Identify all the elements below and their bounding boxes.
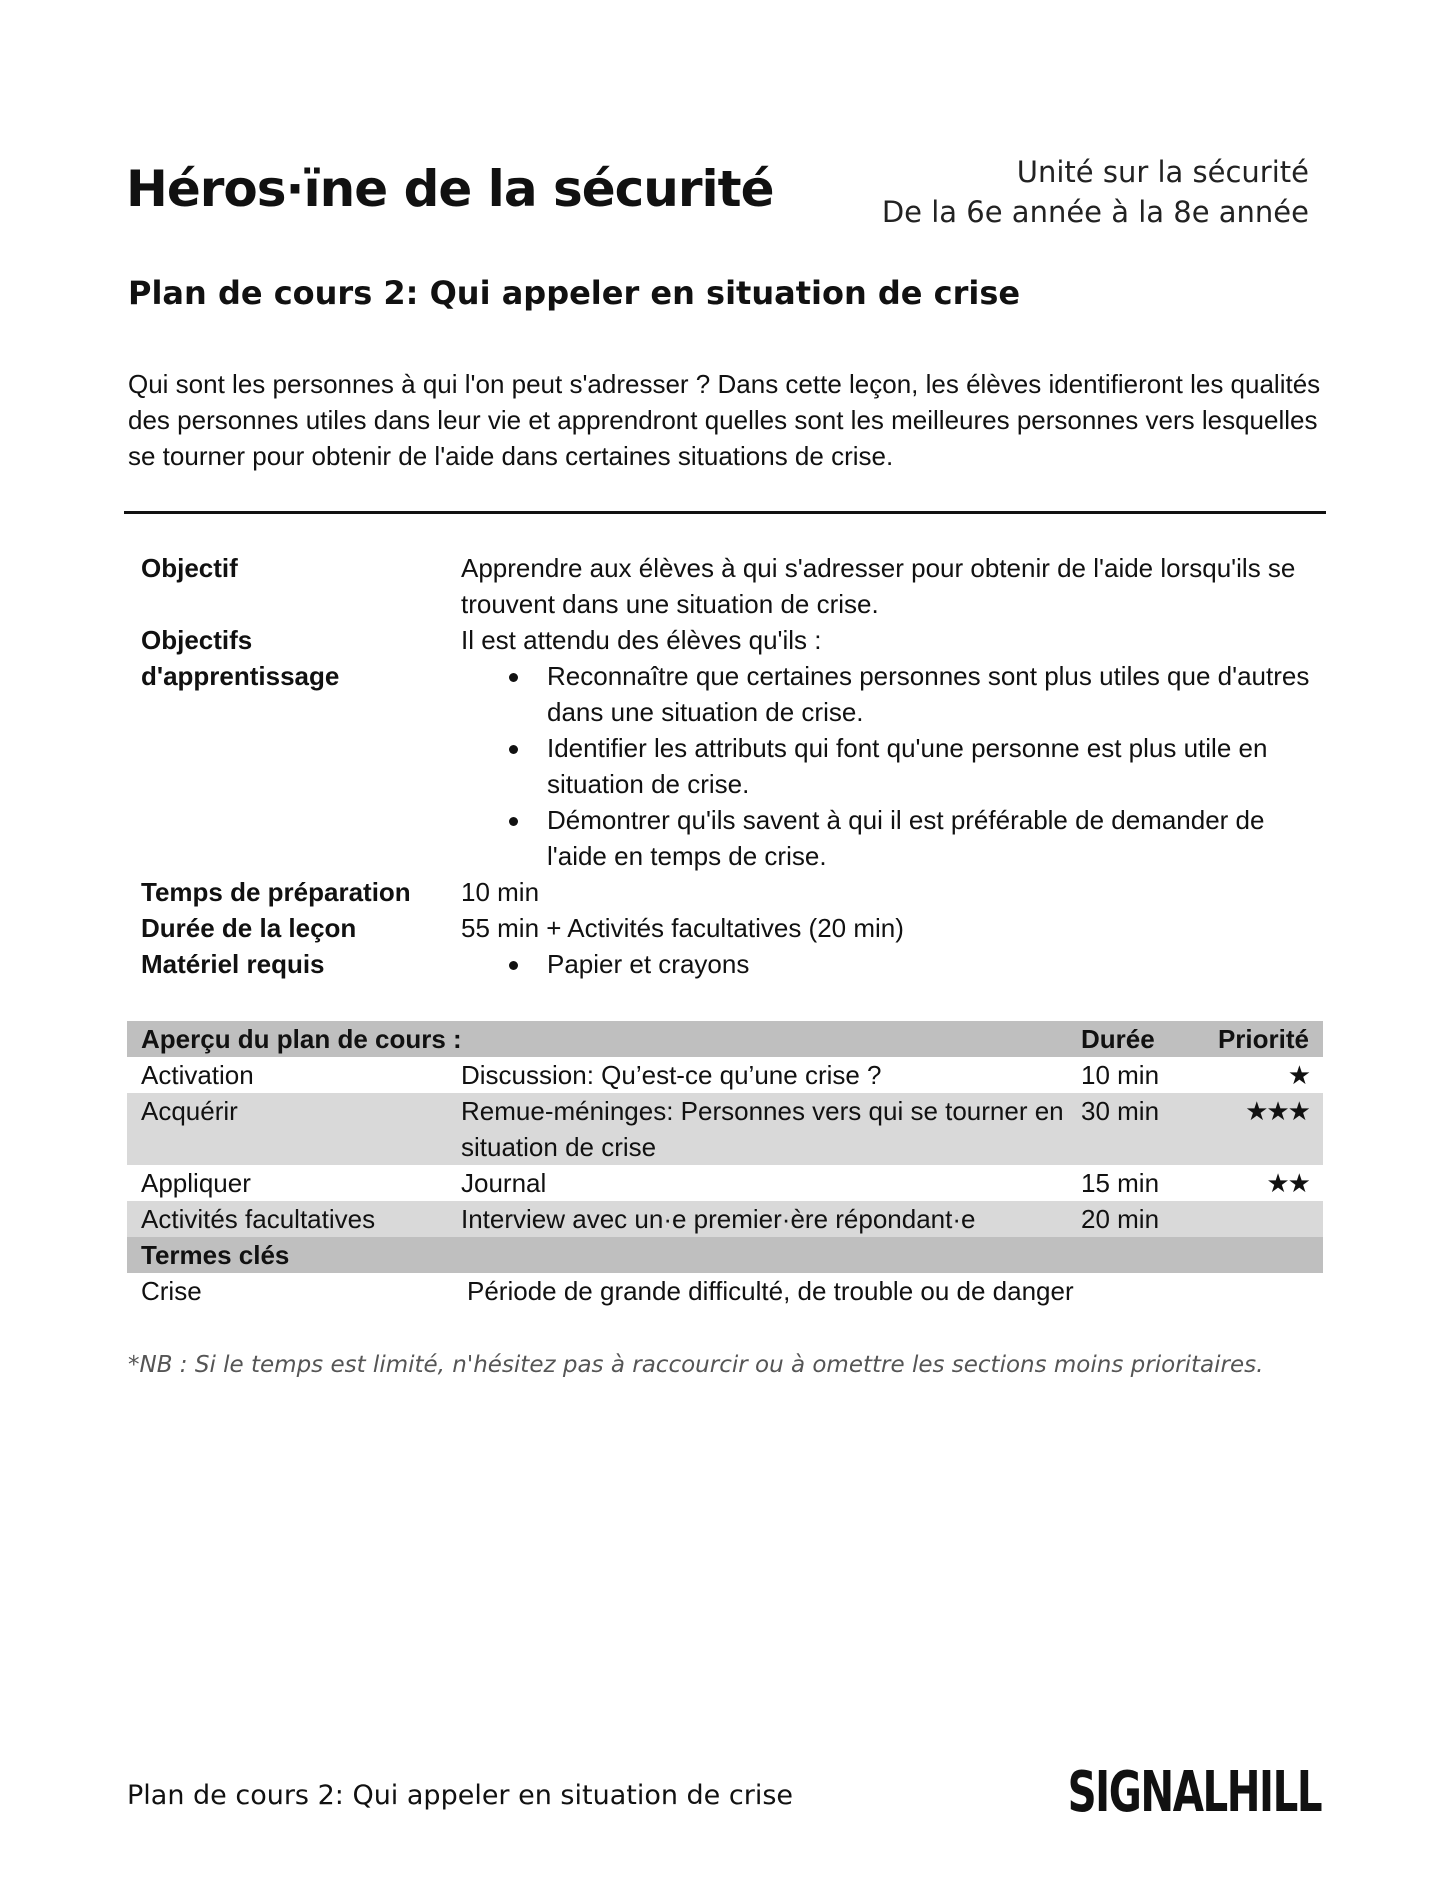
key-terms-label: Termes clés (141, 1240, 290, 1270)
table-row (127, 1273, 1323, 1309)
objective-value: Apprendre aux élèves à qui s'adresser pour obtenir de l'aide lorsqu'ils se trouvent dans une situation de crise. (461, 553, 1296, 619)
time-note: *NB : Si le temps est limité, n'hésitez pas à raccourcir ou à omettre les sections moins prioritaires. (128, 1352, 1264, 1378)
key-terms-header-row (127, 1237, 1323, 1273)
learning-label-line2: d'apprentissage (141, 661, 340, 691)
prep-time-label: Temps de préparation (141, 877, 411, 907)
footer-lesson-title: Plan de cours 2: Qui appeler en situation de crise (127, 1780, 793, 1811)
unit-name: Unité sur la sécurité (1016, 155, 1309, 189)
overview-header-label: Aperçu du plan de cours : (141, 1024, 462, 1054)
duration-row (141, 910, 1321, 946)
prep-time-row (141, 874, 1321, 910)
duration-value: 55 min + Activités facultatives (20 min) (461, 913, 904, 943)
duration-label: Durée de la leçon (141, 913, 357, 943)
phase-cell: Activités facultatives (141, 1204, 376, 1234)
materials-label: Matériel requis (141, 949, 325, 979)
phase-cell: Activation (141, 1060, 254, 1090)
duration-cell: 20 min (1081, 1204, 1160, 1234)
term-cell: Crise (141, 1276, 202, 1306)
activity-cell: Journal (461, 1168, 547, 1198)
intro-paragraph: Qui sont les personnes à qui l'on peut s'adresser ? Dans cette leçon, les élèves identifieront les qualités des personnes utiles dans leur vie et apprendront quelles sont les meilleures personnes vers lesquelles se tourner pour obtenir de l'aide dans certaines situations de crise. (128, 369, 1321, 471)
priority-header: Priorité (1217, 1024, 1309, 1054)
phase-cell: Appliquer (141, 1168, 251, 1198)
duration-cell: 15 min (1081, 1168, 1160, 1198)
overview-table (127, 1021, 1323, 1309)
duration-header: Durée (1081, 1024, 1155, 1054)
priority-stars-icon (1201, 1201, 1309, 1237)
learning-intro: Il est attendu des élèves qu'ils : (461, 625, 822, 655)
priority-stars-icon: ★★★ (1245, 1096, 1309, 1126)
materials-row (141, 946, 1321, 982)
learning-list (461, 658, 1321, 874)
table-row (127, 1165, 1323, 1201)
unit-info (882, 152, 1309, 232)
list-item: Papier et crayons (505, 946, 1321, 982)
lesson-title: Plan de cours 2: Qui appeler en situation de crise (128, 274, 1021, 312)
learning-objectives-row (141, 622, 1321, 874)
materials-value (461, 946, 1321, 982)
prep-time-value: 10 min (461, 877, 540, 907)
materials-list (461, 946, 1321, 982)
duration-cell: 10 min (1081, 1060, 1160, 1090)
activity-cell: Interview avec un·e premier·ère répondant·e (461, 1204, 976, 1234)
term-definition-cell: Période de grande difficulté, de trouble ou de danger (467, 1276, 1074, 1306)
priority-stars-icon: ★★ (1266, 1168, 1309, 1198)
phase-cell: Acquérir (141, 1096, 238, 1126)
table-row (127, 1057, 1323, 1093)
activity-cell: Discussion: Qu’est-ce qu’une crise ? (461, 1060, 882, 1090)
list-item: Démontrer qu'ils savent à qui il est préférable de demander de l'aide en temps de crise. (505, 802, 1321, 874)
objective-label: Objectif (141, 553, 238, 583)
learning-objectives-value (461, 622, 1321, 874)
list-item: Reconnaître que certaines personnes sont plus utiles que d'autres dans une situation de crise. (505, 658, 1321, 730)
duration-cell: 30 min (1081, 1096, 1160, 1126)
section-divider (124, 511, 1326, 514)
learning-objectives-label (141, 622, 461, 874)
list-item: Identifier les attributs qui font qu'une personne est plus utile en situation de crise. (505, 730, 1321, 802)
objective-row (141, 550, 1321, 622)
overview-header-row (127, 1021, 1323, 1057)
document-title: Héros·ïne de la sécurité (126, 160, 774, 218)
table-row (127, 1093, 1323, 1165)
priority-stars-icon: ★ (1287, 1060, 1309, 1090)
activity-cell: Remue-méninges: Personnes vers qui se tourner en situation de crise (461, 1096, 1064, 1162)
table-row (127, 1201, 1323, 1237)
grade-range: De la 6e année à la 8e année (881, 195, 1309, 229)
lesson-info (141, 550, 1321, 982)
learning-label-line1: Objectifs (141, 625, 253, 655)
signalhill-logo: SIGNALHILL (1067, 1760, 1321, 1825)
